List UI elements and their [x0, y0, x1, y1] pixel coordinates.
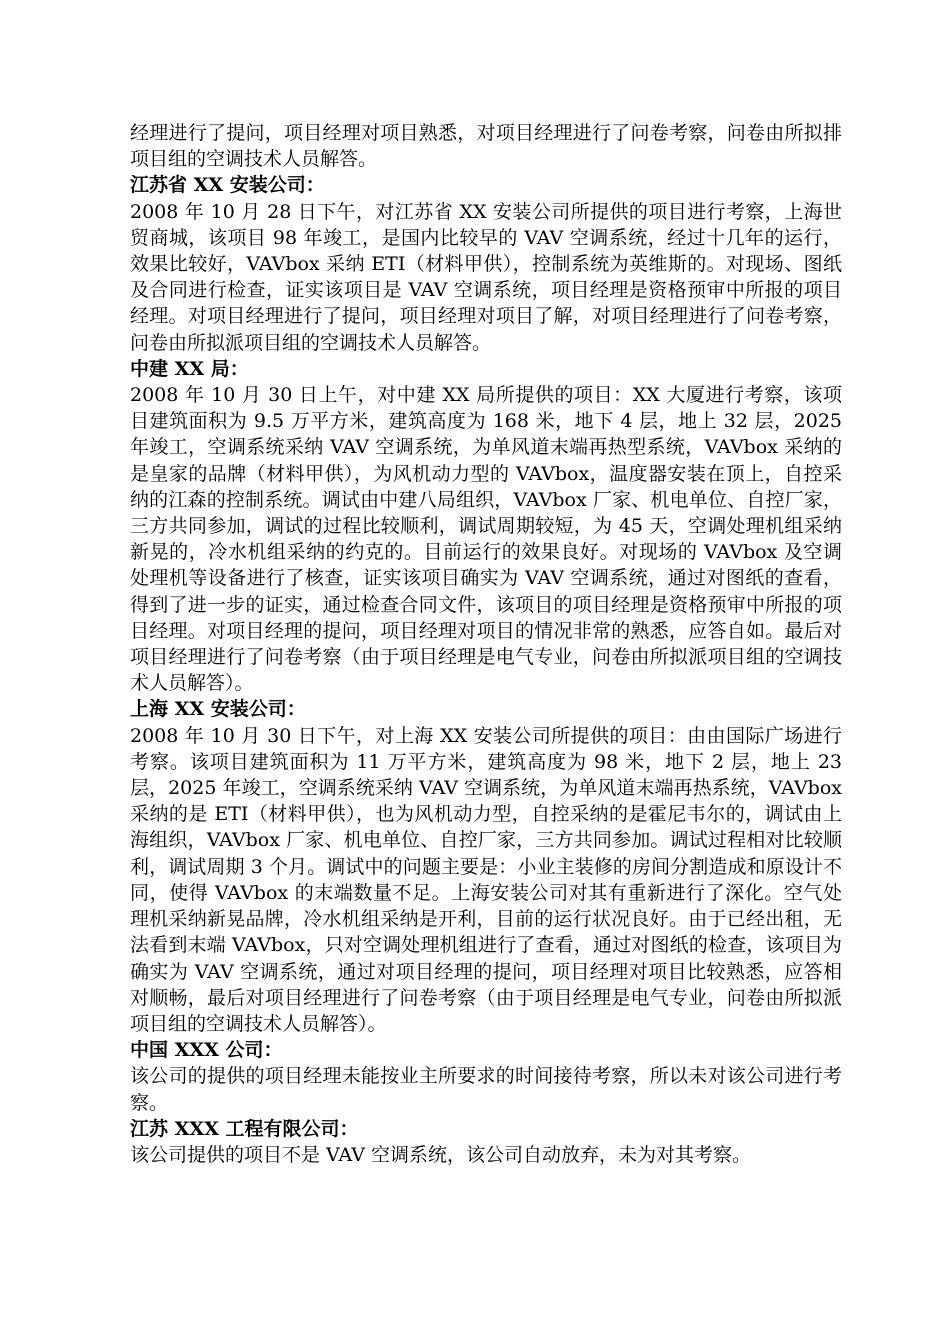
section-heading-zhongjian: 中建 XX 局： [130, 357, 249, 380]
section-heading-shanghai-install: 上海 XX 安装公司： [130, 698, 306, 721]
paragraph-shanghai-install: 2008 年 10 月 30 日下午，对上海 XX 安装公司所提供的项目：由由国际广场进行考察。该项目建筑面积为 11 万平方米，建筑高度为 98 米，地下 2 层，地上 23 层，2025 年竣工，空调系统采纳 VAV 空调系统，为单风道末端再热系统，VAVbox 采纳的是 ETI（材料甲供），也为风机动力型，自控采纳的是霍尼韦尔的，调试由上海组织，VAVbox 厂家、机电单位、自控厂家，三方共同参加。调试过程相对比较顺利，调试周期 3 个月。调试中的问题主要是：小业主装修的房间分割造成和原设计不同，使得 VAVbox 的末端数量不足。上海安装公司对其有重新进行了深化。空气处理机采纳新晃品牌，冷水机组采纳是开利，目前的运行状况良好。由于已经出租，无法看到末端 VAVbox，只对空调处理机组进行了查看，通过对图纸的检查，该项目为确实为 VAV 空调系统，通过对项目经理的提问，项目经理对项目比较熟悉，应答相对顺畅，最后对项目经理进行了问卷考察（由于项目经理是电气专业，问卷由所拟派项目组的空调技术人员解答）。 [130, 724, 842, 1035]
paragraph-intro: 经理进行了提问，项目经理对项目熟悉，对项目经理进行了问卷考察，问卷由所拟排项目组的空调技术人员解答。 [130, 122, 842, 171]
paragraph-china-company: 该公司的提供的项目经理未能按业主所要求的时间接待考察，所以未对该公司进行考察。 [130, 1065, 842, 1114]
paragraph-jiangsu-engineering: 该公司提供的项目不是 VAV 空调系统，该公司自动放弃，未为对其考察。 [130, 1143, 752, 1166]
section-heading-china-company: 中国 XXX 公司： [130, 1039, 283, 1062]
section-heading-jiangsu-install: 江苏省 XX 安装公司： [130, 174, 325, 197]
paragraph-jiangsu-install: 2008 年 10 月 28 日下午，对江苏省 XX 安装公司所提供的项目进行考察，上海世贸商城，该项目 98 年竣工，是国内比较早的 VAV 空调系统，经过十几年的运行，效果比较好，VAVbox 采纳 ETI（材料甲供），控制系统为英维斯的。对现场、图纸及合同进行检查，证实该项目是 VAV 空调系统，项目经理是资格预审中所报的项目经理。对项目经理进行了提问，项目经理对项目了解，对项目经理进行了问卷考察，问卷由所拟派项目组的空调技术人员解答。 [130, 200, 842, 354]
section-heading-jiangsu-engineering: 江苏 XXX 工程有限公司： [130, 1117, 359, 1140]
document-page [130, 120, 842, 1168]
paragraph-zhongjian: 2008 年 10 月 30 日上午，对中建 XX 局所提供的项目：XX 大厦进行考察，该项目建筑面积为 9.5 万平方米，建筑高度为 168 米，地下 4 层，地上 32 层，2025 年竣工，空调系统采纳 VAV 空调系统，为单风道末端再热型系统，VAVbox 采纳的是皇家的品牌（材料甲供），为风机动力型的 VAVbox，温度器安装在顶上，自控采纳的江森的控制系统。调试由中建八局组织，VAVbox 厂家、机电单位、自控厂家，三方共同参加，调试的过程比较顺利，调试周期较短，为 45 天，空调处理机组采纳新晃的，冷水机组采纳的约克的。目前运行的效果良好。对现场的 VAVbox 及空调处理机等设备进行了核查，证实该项目确实为 VAV 空调系统，通过对图纸的查看，得到了进一步的证实，通过检查合同文件，该项目的项目经理是资格预审中所报的项目经理。对项目经理的提问，项目经理对项目的情况非常的熟悉，应答自如。最后对项目经理进行了问卷考察（由于项目经理是电气专业，问卷由所拟派项目组的空调技术人员解答）。 [130, 384, 842, 695]
